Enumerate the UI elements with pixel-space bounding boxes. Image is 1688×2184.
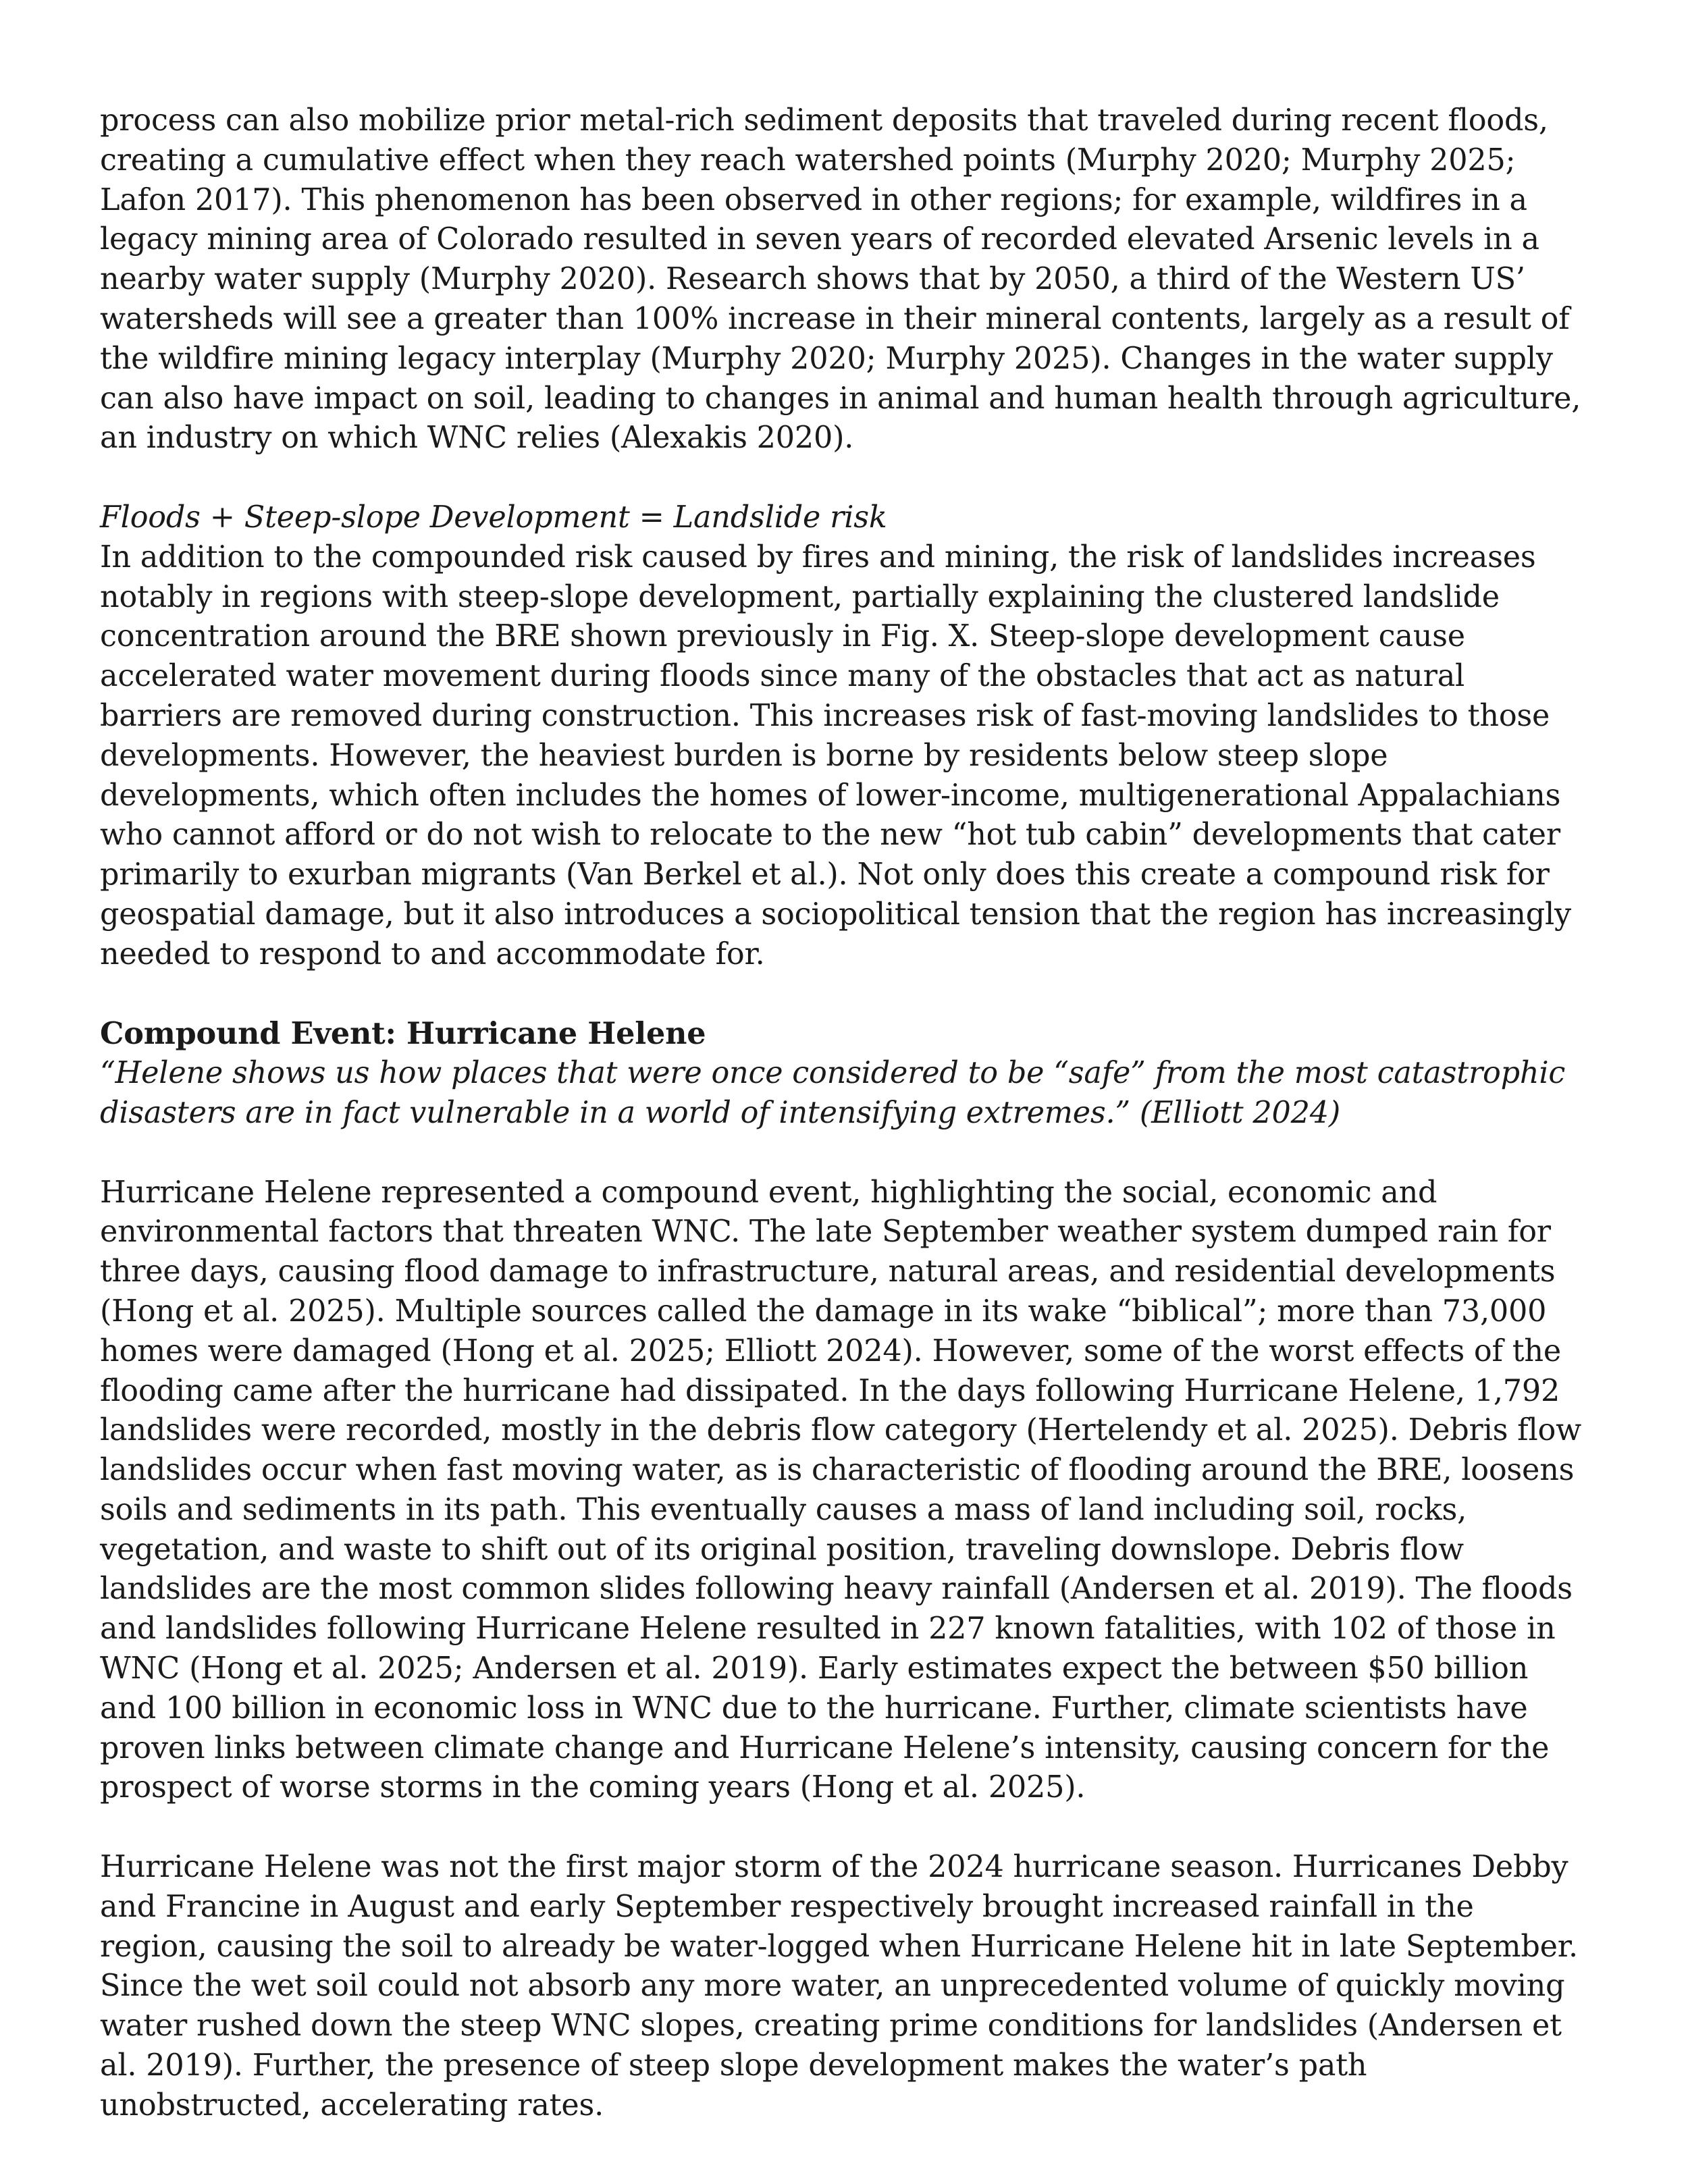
paragraph-compound-event: Hurricane Helene represented a compound event, highlighting the social, economic and environmental factors that threaten WNC. The late September weather system dumped rain for three days, causing flood damage to infrastructure, natural areas, and residential developments (Hong et al. 2025). Multiple sources called the damage in its wake “biblical”; more than 73,000 homes were damaged (Hong et al. 2025; Elliott 2024). However, some of the worst effects of the flooding came after the hurricane had dissipated. In the days following Hurricane Helene, 1,792 landslides were recorded, mostly in the debris flow category (Hertelendy et al. 2025). Debris flow landslides occur when fast moving water, as is characteristic of flooding around the BRE, loosens soils and sediments in its path. This eventually causes a mass of land including soil, rocks, vegetation, and waste to shift out of its original position, traveling downslope. Debris flow landslides are the most common slides following heavy rainfall (Andersen et al. 2019). The floods and landslides following Hurricane Helene resulted in 227 known fatalities, with 102 of those in WNC (Hong et al. 2025; Andersen et al. 2019). Early estimates expect the between $50 billion and 100 billion in economic loss in WNC due to the hurricane. Further, climate scientists have proven links between climate change and Hurricane Helene’s intensity, causing concern for the prospect of worse storms in the coming years (Hong et al. 2025). <box>100 1175 1581 1805</box>
paragraph-gap <box>100 1134 1585 1173</box>
paragraph-gap <box>100 975 1585 1015</box>
document-page <box>100 101 1585 2126</box>
paragraph-gap <box>100 458 1585 498</box>
epigraph-quote: “Helene shows us how places that were once considered to be “safe” from the most catastrophic disasters are in fact vulnerable in a world of intensifying extremes.” (Elliott 2024) <box>100 1056 1566 1130</box>
section-title-hurricane-helene: Compound Event: Hurricane Helene <box>100 1016 706 1052</box>
paragraph-hurricane-season: Hurricane Helene was not the first major storm of the 2024 hurricane season. Hurricanes Debby and Francine in August and early September respectively brought increased rainfall in the region, causing the soil to already be water-logged when Hurricane Helene hit in late September. Since the wet soil could not absorb any more water, an unprecedented volume of quickly moving water rushed down the steep WNC slopes, creating prime conditions for landslides (Andersen et al. 2019). Further, the presence of steep slope development makes the water’s path unobstructed, accelerating rates. <box>100 1850 1578 2123</box>
paragraph-steep-slope: In addition to the compounded risk caused by fires and mining, the risk of landslides increases notably in regions with steep-slope development, partially explaining the clustered landslide concentration around the BRE shown previously in Fig. X. Steep-slope development cause accelerated water movement during floods since many of the obstacles that act as natural barriers are removed during construction. This increases risk of fast-moving landslides to those developments. However, the heaviest burden is borne by residents below steep slope developments, which often includes the homes of lower-income, multigenerational Appalachians who cannot afford or do not wish to relocate to the new “hot tub cabin” developments that cater primarily to exurban migrants (Van Berkel et al.). Not only does this create a compound risk for geospatial damage, but it also introduces a sociopolitical tension that the region has increasingly needed to respond to and accommodate for. <box>100 539 1571 971</box>
subheading-landslide-risk: Floods + Steep-slope Development = Landslide risk <box>100 500 887 535</box>
paragraph-gap <box>100 1808 1585 1848</box>
paragraph-mining-legacy: process can also mobilize prior metal-rich sediment deposits that traveled during recent floods, creating a cumulative effect when they reach watershed points (Murphy 2020; Murphy 2025; Lafon 2017). This phenomenon has been observed in other regions; for example, wildfires in a legacy mining area of Colorado resulted in seven years of recorded elevated Arsenic levels in a nearby water supply (Murphy 2020). Research shows that by 2050, a third of the Western US’ watersheds will see a greater than 100% increase in their mineral contents, largely as a result of the wildfire mining legacy interplay (Murphy 2020; Murphy 2025). Changes in the water supply can also have impact on soil, leading to changes in animal and human health through agriculture, an industry on which WNC relies (Alexakis 2020). <box>100 103 1581 456</box>
